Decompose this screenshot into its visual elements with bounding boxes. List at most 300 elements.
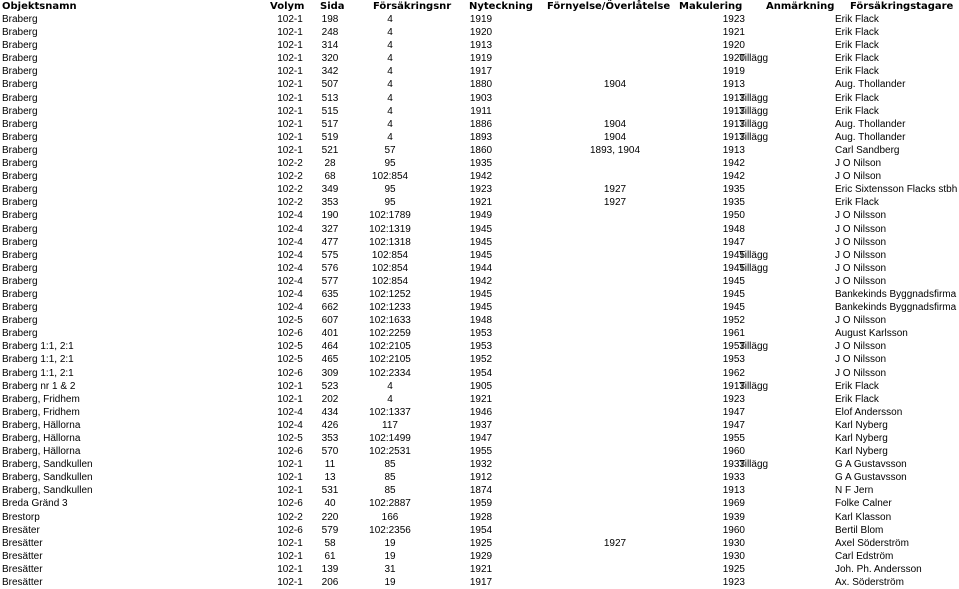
cell-volym: 102-2 (277, 184, 303, 196)
cell-sida: 58 (324, 537, 336, 549)
table-row (0, 314, 959, 327)
cell-volym: 102-4 (277, 288, 303, 300)
cell-forsakringstagare: N F Jern (835, 485, 874, 497)
cell-makulering: 1950 (722, 210, 745, 222)
cell-objektsnamn: Braberg, Fridhem (2, 393, 80, 405)
cell-nyteckning: 1917 (469, 577, 493, 589)
cell-forsakringstagare: G A Gustavsson (835, 459, 907, 471)
cell-sida: 220 (321, 511, 339, 523)
cell-objektsnamn: Braberg (2, 27, 38, 39)
cell-nyteckning: 1921 (469, 197, 493, 209)
table-row (0, 497, 959, 510)
cell-nyteckning: 1949 (469, 210, 493, 222)
cell-forsakringsnr: 4 (387, 66, 393, 78)
cell-nyteckning: 1947 (469, 433, 493, 444)
header-nyteckning: Nyteckning (469, 1, 533, 12)
cell-fornyelse-overlatelse: 1893, 1904 (589, 144, 641, 156)
cell-forsakringsnr: 4 (387, 131, 393, 143)
cell-sida: 662 (321, 302, 339, 314)
cell-sida: 635 (321, 288, 339, 300)
cell-forsakringsnr: 102:854 (371, 262, 409, 274)
cell-makulering: 1933 (722, 472, 745, 484)
cell-makulering: 1945 (722, 302, 745, 314)
cell-nyteckning: 1921 (469, 563, 493, 575)
cell-nyteckning: 1911 (470, 105, 492, 117)
cell-sida: 139 (321, 563, 339, 575)
header-objektsnamn: Objektsnamn (2, 1, 77, 12)
cell-nyteckning: 1954 (469, 367, 493, 379)
cell-forsakringsnr: 102:2105 (369, 341, 411, 353)
cell-sida: 68 (324, 171, 336, 183)
cell-volym: 102-4 (277, 210, 303, 222)
cell-makulering: 1947 (722, 419, 745, 431)
cell-nyteckning: 1945 (469, 223, 493, 235)
cell-makulering: 1923 (722, 577, 745, 589)
cell-forsakringsnr: 102:1499 (369, 433, 411, 444)
cell-objektsnamn: Braberg (2, 14, 38, 25)
cell-forsakringstagare: Bankekinds Byggnadsfirma (835, 302, 957, 314)
cell-nyteckning: 1912 (469, 472, 493, 484)
header-forsakringsnr: Försäkringsnr (373, 1, 452, 12)
cell-sida: 517 (321, 118, 339, 130)
cell-forsakringsnr: 4 (387, 27, 393, 39)
cell-forsakringsnr: 102:1319 (369, 223, 411, 235)
table-row (0, 183, 959, 196)
cell-fornyelse-overlatelse: 1927 (603, 197, 627, 209)
cell-forsakringstagare: Elof Andersson (835, 406, 903, 418)
cell-forsakringsnr: 4 (387, 105, 393, 117)
cell-nyteckning: 1905 (469, 380, 493, 392)
cell-nyteckning: 1893 (469, 131, 493, 143)
table-row (0, 353, 959, 366)
header-anmarkning: Anmärkning (766, 1, 835, 12)
cell-volym: 102-1 (277, 118, 303, 130)
cell-makulering: 1913 (722, 105, 745, 117)
cell-objektsnamn: Braberg (2, 40, 38, 52)
cell-forsakringstagare: Aug. Thollander (835, 118, 906, 130)
table-row (0, 432, 959, 445)
cell-nyteckning: 1935 (469, 158, 493, 170)
cell-forsakringstagare: Erik Flack (835, 53, 879, 65)
table-row (0, 26, 959, 39)
cell-forsakringstagare: J O Nilsson (835, 367, 887, 379)
cell-sida: 353 (321, 197, 339, 209)
cell-objektsnamn: Braberg (2, 92, 38, 104)
cell-fornyelse-overlatelse: 1904 (603, 79, 627, 91)
cell-makulering: 1942 (722, 158, 745, 170)
cell-forsakringstagare: J O Nilson (835, 171, 882, 183)
cell-volym: 102-1 (277, 92, 303, 104)
cell-volym: 102-5 (277, 433, 303, 444)
cell-nyteckning: 1919 (469, 14, 493, 25)
cell-objektsnamn: Braberg (2, 262, 38, 274)
cell-volym: 102-1 (277, 472, 303, 484)
cell-objektsnamn: Bresätter (2, 537, 43, 549)
cell-objektsnamn: Braberg (2, 328, 38, 340)
cell-objektsnamn: Braberg (2, 223, 38, 235)
cell-objektsnamn: Braberg 1:1, 2:1 (2, 367, 74, 379)
cell-forsakringsnr: 4 (387, 393, 393, 405)
cell-forsakringstagare: Karl Klasson (835, 511, 892, 523)
table-row (0, 550, 959, 563)
cell-makulering: 1955 (722, 433, 745, 444)
cell-sida: 353 (321, 433, 339, 444)
cell-volym: 102-6 (277, 367, 303, 379)
cell-sida: 519 (321, 131, 339, 143)
cell-forsakringsnr: 102:1233 (369, 302, 411, 314)
cell-sida: 248 (321, 27, 339, 39)
cell-objektsnamn: Bresätter (2, 563, 43, 575)
cell-volym: 102-1 (277, 563, 303, 575)
cell-objektsnamn: Braberg 1:1, 2:1 (2, 341, 74, 353)
cell-nyteckning: 1920 (469, 27, 493, 39)
cell-objektsnamn: Braberg (2, 118, 38, 130)
cell-objektsnamn: Braberg nr 1 & 2 (2, 380, 76, 392)
cell-makulering: 1913 (722, 92, 745, 104)
cell-forsakringstagare: J O Nilsson (835, 275, 887, 287)
cell-sida: 570 (321, 446, 339, 458)
cell-volym: 102-2 (277, 197, 303, 209)
cell-sida: 309 (321, 367, 339, 379)
cell-forsakringstagare: J O Nilsson (835, 236, 887, 248)
cell-forsakringsnr: 102:1789 (369, 210, 411, 222)
cell-nyteckning: 1886 (469, 118, 493, 130)
table-row (0, 249, 959, 262)
header-fornyelse-overlatelse: Förnyelse/Överlåtelse (547, 1, 671, 12)
cell-forsakringsnr: 85 (384, 485, 396, 497)
cell-forsakringsnr: 57 (384, 144, 396, 156)
table-row (0, 144, 959, 157)
cell-volym: 102-6 (277, 498, 303, 510)
cell-volym: 102-2 (277, 511, 303, 523)
table-row (0, 223, 959, 236)
cell-forsakringsnr: 102:2334 (369, 367, 411, 379)
cell-makulering: 1948 (722, 223, 745, 235)
cell-objektsnamn: Braberg, Sandkullen (2, 459, 93, 471)
cell-volym: 102-1 (277, 380, 303, 392)
cell-forsakringsnr: 102:1633 (369, 315, 411, 327)
cell-makulering: 1913 (722, 118, 745, 130)
cell-makulering: 1969 (722, 498, 745, 510)
cell-sida: 327 (321, 223, 339, 235)
insurance-records-table (0, 13, 959, 589)
cell-anmarkning: Tillägg (739, 118, 769, 130)
cell-objektsnamn: Breda Gränd 3 (2, 498, 68, 510)
cell-objektsnamn: Braberg 1:1, 2:1 (2, 354, 74, 366)
cell-makulering: 1947 (722, 236, 745, 248)
header-sida: Sida (320, 1, 345, 12)
cell-forsakringsnr: 4 (387, 380, 393, 392)
cell-volym: 102-1 (277, 131, 303, 143)
cell-volym: 102-4 (277, 302, 303, 314)
table-row (0, 511, 959, 524)
cell-makulering: 1923 (722, 393, 745, 405)
cell-makulering: 1920 (722, 40, 745, 52)
table-row (0, 170, 959, 183)
cell-objektsnamn: Braberg (2, 210, 38, 222)
cell-forsakringsnr: 102:854 (371, 275, 409, 287)
cell-makulering: 1945 (722, 275, 745, 287)
cell-makulering: 1945 (722, 249, 745, 261)
cell-volym: 102-1 (277, 14, 303, 25)
table-row (0, 209, 959, 222)
cell-objektsnamn: Braberg (2, 144, 38, 156)
cell-forsakringstagare: Bertil Blom (835, 524, 884, 536)
cell-volym: 102-1 (277, 537, 303, 549)
cell-makulering: 1947 (722, 406, 745, 418)
cell-makulering: 1960 (722, 446, 745, 458)
cell-volym: 102-1 (277, 27, 303, 39)
cell-objektsnamn: Braberg, Hällorna (2, 433, 81, 444)
cell-makulering: 1921 (722, 27, 745, 39)
cell-forsakringsnr: 19 (384, 537, 396, 549)
header-makulering: Makulering (679, 1, 743, 12)
cell-forsakringstagare: Karl Nyberg (835, 419, 888, 431)
cell-objektsnamn: Braberg, Hällorna (2, 419, 81, 431)
cell-nyteckning: 1953 (469, 341, 493, 353)
cell-forsakringsnr: 102:2259 (369, 328, 411, 340)
cell-forsakringstagare: Erik Flack (835, 66, 879, 78)
cell-forsakringstagare: J O Nilsson (835, 341, 887, 353)
table-row (0, 367, 959, 380)
cell-fornyelse-overlatelse: 1904 (603, 118, 627, 130)
cell-objektsnamn: Braberg (2, 79, 38, 91)
cell-forsakringsnr: 4 (387, 92, 393, 104)
table-row (0, 537, 959, 550)
cell-sida: 349 (321, 184, 339, 196)
cell-sida: 28 (324, 158, 336, 170)
cell-volym: 102-2 (277, 171, 303, 183)
cell-anmarkning: Tillägg (739, 341, 769, 353)
column-header-row (0, 0, 959, 13)
cell-objektsnamn: Braberg (2, 171, 38, 183)
cell-objektsnamn: Braberg, Fridhem (2, 406, 80, 418)
cell-volym: 102-1 (277, 459, 303, 471)
cell-volym: 102-1 (277, 105, 303, 117)
cell-volym: 102-4 (277, 236, 303, 248)
cell-forsakringstagare: Erik Flack (835, 380, 879, 392)
cell-anmarkning: Tillägg (739, 105, 769, 117)
cell-sida: 40 (324, 498, 336, 510)
cell-forsakringstagare: Erik Flack (835, 393, 879, 405)
cell-makulering: 1919 (722, 66, 745, 78)
cell-objektsnamn: Braberg, Sandkullen (2, 485, 93, 497)
header-volym: Volym (270, 1, 305, 12)
cell-objektsnamn: Braberg (2, 66, 38, 78)
cell-makulering: 1930 (722, 550, 745, 562)
cell-volym: 102-1 (277, 577, 303, 589)
cell-fornyelse-overlatelse: 1904 (603, 131, 627, 143)
cell-objektsnamn: Braberg (2, 315, 38, 327)
cell-forsakringstagare: J O Nilsson (835, 262, 887, 274)
cell-makulering: 1930 (722, 537, 745, 549)
cell-volym: 102-1 (277, 53, 303, 65)
cell-objektsnamn: Braberg (2, 288, 38, 300)
cell-forsakringstagare: G A Gustavsson (835, 472, 907, 484)
table-row (0, 327, 959, 340)
cell-forsakringstagare: Carl Sandberg (835, 144, 900, 156)
cell-nyteckning: 1917 (469, 66, 493, 78)
cell-forsakringsnr: 102:2356 (369, 524, 411, 536)
cell-anmarkning: Tillägg (739, 53, 769, 65)
cell-makulering: 1945 (722, 262, 745, 274)
cell-sida: 434 (321, 406, 339, 418)
table-row (0, 563, 959, 576)
table-row (0, 380, 959, 393)
table-row (0, 196, 959, 209)
cell-volym: 102-1 (277, 485, 303, 497)
table-row (0, 471, 959, 484)
cell-nyteckning: 1937 (469, 419, 493, 431)
cell-makulering: 1935 (722, 184, 745, 196)
cell-forsakringstagare: J O Nilsson (835, 223, 887, 235)
cell-volym: 102-1 (277, 79, 303, 91)
cell-sida: 579 (321, 524, 339, 536)
cell-anmarkning: Tillägg (739, 131, 769, 143)
table-row (0, 92, 959, 105)
header-forsakringstagare: Försäkringstagare (850, 1, 954, 12)
table-row (0, 445, 959, 458)
cell-volym: 102-4 (277, 262, 303, 274)
cell-nyteckning: 1903 (469, 92, 493, 104)
cell-nyteckning: 1952 (469, 354, 493, 366)
cell-forsakringstagare: Erik Flack (835, 14, 879, 25)
cell-forsakringsnr: 4 (387, 53, 393, 65)
cell-makulering: 1962 (722, 367, 745, 379)
cell-sida: 401 (321, 328, 339, 340)
cell-objektsnamn: Braberg, Sandkullen (2, 472, 93, 484)
cell-forsakringsnr: 117 (382, 419, 398, 431)
cell-forsakringstagare: Aug. Thollander (835, 131, 906, 143)
table-row (0, 131, 959, 144)
cell-objektsnamn: Braberg (2, 275, 38, 287)
cell-forsakringstagare: Folke Calner (835, 498, 892, 510)
cell-forsakringsnr: 4 (387, 14, 393, 25)
cell-makulering: 1923 (722, 14, 745, 25)
cell-makulering: 1945 (722, 288, 745, 300)
cell-volym: 102-5 (277, 354, 303, 366)
cell-sida: 202 (321, 393, 339, 405)
cell-volym: 102-4 (277, 249, 303, 261)
cell-forsakringsnr: 102:1318 (369, 236, 411, 248)
cell-forsakringsnr: 102:2887 (369, 498, 411, 510)
cell-forsakringsnr: 166 (381, 511, 399, 523)
cell-sida: 314 (321, 40, 339, 52)
cell-sida: 577 (321, 275, 339, 287)
cell-forsakringstagare: August Karlsson (835, 328, 908, 340)
cell-makulering: 1913 (722, 79, 745, 91)
cell-anmarkning: Tillägg (739, 459, 769, 471)
cell-makulering: 1913 (722, 380, 745, 392)
cell-forsakringsnr: 19 (384, 577, 396, 589)
cell-objektsnamn: Braberg (2, 131, 38, 143)
cell-sida: 464 (321, 341, 339, 353)
cell-makulering: 1913 (722, 144, 745, 156)
cell-nyteckning: 1959 (469, 498, 493, 510)
cell-objektsnamn: Brestorp (2, 511, 40, 523)
cell-forsakringsnr: 4 (387, 79, 393, 91)
table-row (0, 524, 959, 537)
cell-makulering: 1939 (722, 511, 745, 523)
cell-forsakringsnr: 19 (384, 550, 396, 562)
cell-volym: 102-1 (277, 66, 303, 78)
cell-makulering: 1952 (722, 315, 745, 327)
cell-nyteckning: 1945 (469, 249, 493, 261)
cell-anmarkning: Tillägg (739, 380, 769, 392)
cell-nyteckning: 1942 (469, 275, 493, 287)
cell-makulering: 1935 (722, 197, 745, 209)
cell-objektsnamn: Bresätter (2, 577, 43, 589)
cell-nyteckning: 1921 (469, 393, 493, 405)
cell-forsakringstagare: Karl Nyberg (835, 446, 888, 458)
table-row (0, 13, 959, 26)
cell-fornyelse-overlatelse: 1927 (603, 537, 627, 549)
cell-forsakringsnr: 102:854 (371, 171, 409, 183)
cell-forsakringstagare: Ax. Söderström (835, 577, 904, 589)
cell-forsakringsnr: 102:2531 (369, 446, 411, 458)
cell-forsakringstagare: J O Nilsson (835, 354, 887, 366)
table-row (0, 118, 959, 131)
cell-forsakringstagare: Erik Flack (835, 40, 879, 52)
cell-forsakringsnr: 102:854 (371, 249, 409, 261)
cell-forsakringstagare: Eric Sixtensson Flacks stbh (835, 184, 958, 196)
cell-nyteckning: 1880 (469, 79, 493, 91)
cell-sida: 507 (321, 79, 339, 91)
cell-volym: 102-2 (277, 158, 303, 170)
cell-nyteckning: 1919 (469, 53, 493, 65)
cell-volym: 102-4 (277, 406, 303, 418)
cell-objektsnamn: Braberg (2, 53, 38, 65)
cell-objektsnamn: Bresäter (2, 524, 40, 536)
table-row (0, 39, 959, 52)
cell-nyteckning: 1874 (469, 485, 493, 497)
cell-anmarkning: Tillägg (739, 262, 769, 274)
cell-nyteckning: 1953 (469, 328, 493, 340)
cell-forsakringstagare: Erik Flack (835, 27, 879, 39)
cell-nyteckning: 1929 (469, 550, 493, 562)
cell-sida: 190 (321, 210, 339, 222)
table-row (0, 105, 959, 118)
cell-makulering: 1953 (722, 341, 745, 353)
table-row (0, 236, 959, 249)
cell-forsakringstagare: Aug. Thollander (835, 79, 906, 91)
cell-objektsnamn: Braberg (2, 302, 38, 314)
cell-sida: 575 (321, 249, 339, 261)
cell-volym: 102-5 (277, 341, 303, 353)
cell-sida: 576 (321, 262, 339, 274)
cell-objektsnamn: Braberg (2, 184, 38, 196)
cell-makulering: 1961 (722, 328, 745, 340)
cell-sida: 521 (321, 144, 339, 156)
cell-sida: 11 (324, 459, 336, 471)
cell-forsakringstagare: J O Nilsson (835, 315, 887, 327)
cell-volym: 102-1 (277, 40, 303, 52)
cell-nyteckning: 1860 (469, 144, 493, 156)
cell-sida: 515 (321, 105, 339, 117)
cell-nyteckning: 1944 (469, 262, 493, 274)
table-row (0, 406, 959, 419)
cell-objektsnamn: Braberg, Hällorna (2, 446, 81, 458)
cell-forsakringstagare: Axel Söderström (835, 537, 909, 549)
cell-sida: 198 (321, 14, 339, 25)
cell-objektsnamn: Braberg (2, 236, 38, 248)
cell-nyteckning: 1945 (469, 236, 493, 248)
table-row (0, 393, 959, 406)
cell-sida: 342 (321, 66, 339, 78)
cell-makulering: 1925 (722, 563, 745, 575)
cell-forsakringstagare: Bankekinds Byggnadsfirma (835, 288, 957, 300)
cell-sida: 607 (321, 315, 339, 327)
